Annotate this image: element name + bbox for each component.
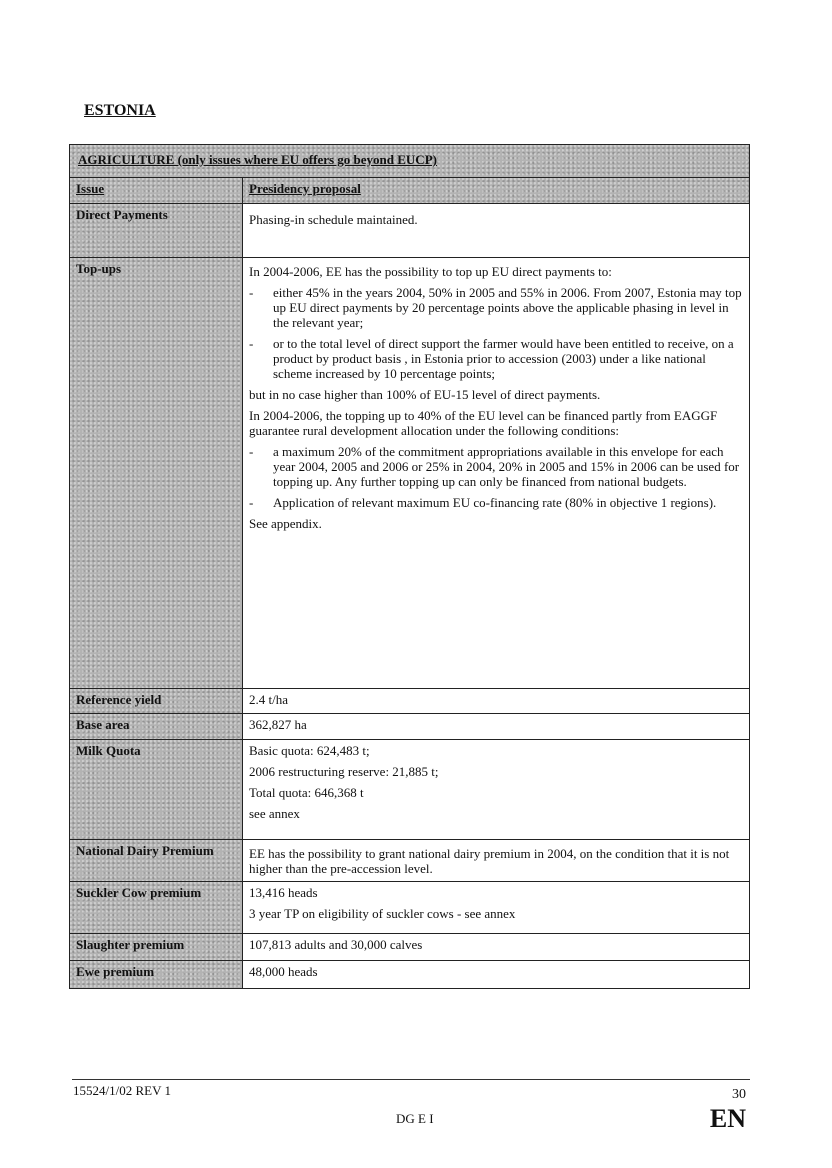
agriculture-table [69, 144, 750, 989]
row-ewe-premium [70, 961, 749, 988]
list-item: - Application of relevant maximum EU co-financing rate (80% in objective 1 regions). [249, 495, 717, 510]
value-reference-yield: 2.4 t/ha [249, 692, 288, 707]
text-direct-payments: Phasing-in schedule maintained. [249, 212, 418, 227]
list-item: - or to the total level of direct support the farmer would have been entitled to receive, on a product by product basis , in Estonia prior to accession (2003) under a like national scheme increased by 10 percentage points; [249, 336, 734, 381]
text-milk-quota: Basic quota: 624,483 t; 2006 restructuring reserve: 21,885 t; Total quota: 646,368 t see annex [249, 743, 439, 821]
label-base-area: Base area [70, 714, 243, 739]
header-issue: Issue [70, 178, 243, 203]
footer-department: DG E I [396, 1111, 434, 1126]
top-ups-see-appendix: See appendix. [249, 516, 322, 531]
text-national-dairy-premium: EE has the possibility to grant national dairy premium in 2004, on the condition that it is not higher than the pre-accession level. [249, 846, 730, 876]
footer-divider [72, 1079, 750, 1080]
top-ups-intro: In 2004-2006, EE has the possibility to top up EU direct payments to: [249, 264, 612, 279]
list-item: - either 45% in the years 2004, 50% in 2005 and 55% in 2006. From 2007, Estonia may top up EU direct payments by 20 percentage points above the applicable phasing in level in the relevant year; [249, 285, 742, 330]
text-suckler-cow-premium: 13,416 heads 3 year TP on eligibility of suckler cows - see annex [249, 885, 516, 921]
top-ups-limit: but in no case higher than 100% of EU-15 level of direct payments. [249, 387, 601, 402]
header-proposal: Presidency proposal [249, 181, 361, 196]
footer-page-number: 30 [732, 1087, 746, 1102]
row-slaughter-premium [70, 934, 749, 961]
text-top-ups [243, 258, 749, 688]
label-milk-quota: Milk Quota [70, 740, 243, 839]
page-heading: ESTONIA [84, 102, 156, 119]
label-national-dairy-premium: National Dairy Premium [70, 840, 243, 881]
value-base-area: 362,827 ha [249, 717, 307, 732]
label-reference-yield: Reference yield [70, 689, 243, 713]
label-direct-payments: Direct Payments [70, 204, 243, 257]
label-suckler-cow-premium: Suckler Cow premium [70, 882, 243, 933]
row-top-ups [70, 258, 749, 689]
value-ewe-premium: 48,000 heads [249, 964, 318, 979]
label-top-ups: Top-ups [70, 258, 243, 688]
row-suckler-cow-premium [70, 882, 749, 934]
header-row [70, 178, 749, 204]
table-caption: AGRICULTURE (only issues where EU offers go beyond EUCP) [70, 145, 749, 178]
row-reference-yield [70, 689, 749, 714]
row-base-area [70, 714, 749, 740]
top-ups-financing: In 2004-2006, the topping up to 40% of the EU level can be financed partly from EAGGF guarantee rural development allocation under the following conditions: [249, 408, 718, 438]
row-milk-quota [70, 740, 749, 840]
label-ewe-premium: Ewe premium [70, 961, 243, 988]
label-slaughter-premium: Slaughter premium [70, 934, 243, 960]
footer-reference: 15524/1/02 REV 1 [73, 1083, 171, 1098]
value-slaughter-premium: 107,813 adults and 30,000 calves [249, 937, 423, 952]
row-national-dairy-premium [70, 840, 749, 882]
footer-language: EN [709, 1104, 746, 1133]
list-item: - a maximum 20% of the commitment appropriations available in this envelope for each year 2004, 2005 and 2006 or 25% in 2004, 20% in 2005 and 15% in 2006 can be used for topping up. Any further topping up can only be financed from national budgets. [249, 444, 740, 489]
row-direct-payments [70, 204, 749, 258]
